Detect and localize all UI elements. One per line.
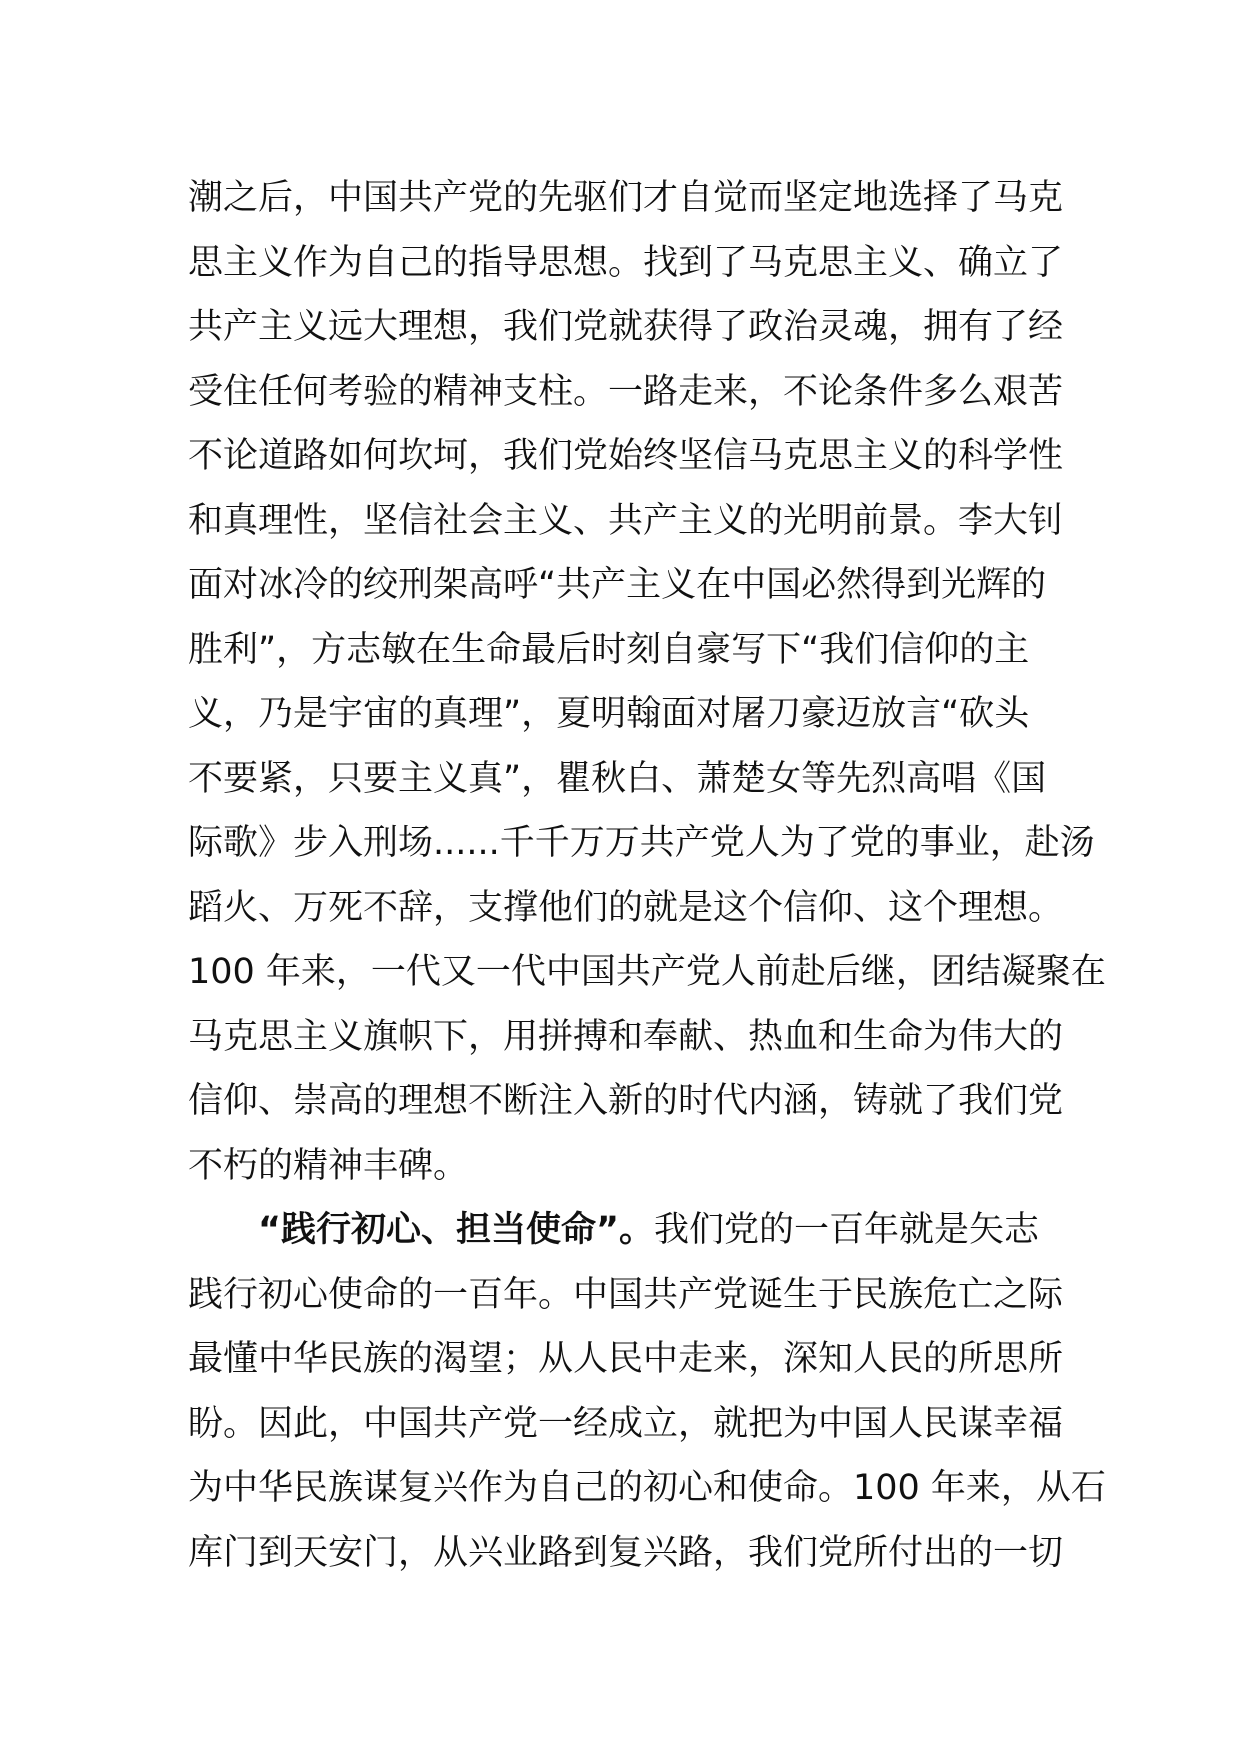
text-line: 共产主义远大理想，我们党就获得了政治灵魂，拥有了经 (188, 307, 1064, 347)
text-line: 库门到天安门，从兴业路到复兴路，我们党所付出的一切 (188, 1532, 1064, 1573)
text-line: 际歌》步入刑场......千千万万共产党人为了党的事业，赴汤 (188, 823, 1095, 863)
text-line: 思主义作为自己的指导思想。找到了马克思主义、确立了 (188, 242, 1064, 283)
text-line: 为中华民族谋复兴作为自己的初心和使命。100 年来，从石 (188, 1468, 1106, 1508)
text-line: 不要紧，只要主义真”，瞿秋白、萧楚女等先烈高唱《国 (188, 758, 1047, 799)
text-line: 不论道路如何坎坷，我们党始终坚信马克思主义的科学性 (188, 436, 1064, 476)
text-line: 受住任何考验的精神支柱。一路走来，不论条件多么艰苦 (188, 371, 1064, 412)
text-line: 不朽的精神丰碑。 (188, 1145, 469, 1186)
text-line: 100 年来，一代又一代中国共产党人前赴后继，团结凝聚在 (188, 952, 1106, 992)
section-heading: “践行初心、担当使命”。 (258, 1210, 655, 1250)
paragraph-2-first-line (188, 1198, 1068, 1263)
text-span: 我们党的一百年就是矢志 (654, 1210, 1040, 1250)
text-line: 盼。因此，中国共产党一经成立，就把为中国人民谋幸福 (188, 1403, 1064, 1444)
text-line: 义，乃是宇宙的真理”，夏明翰面对屠刀豪迈放言“砍头 (188, 694, 1030, 734)
text-line: 胜利”，方志敏在生命最后时刻自豪写下“我们信仰的主 (188, 629, 1030, 670)
text-line: 面对冰冷的绞刑架高呼“共产主义在中国必然得到光辉的 (188, 565, 1047, 605)
body-text (188, 166, 1106, 1585)
text-line: 和真理性，坚信社会主义、共产主义的光明前景。李大钊 (188, 500, 1064, 541)
text-line: 信仰、崇高的理想不断注入新的时代内涵，铸就了我们党 (188, 1081, 1064, 1121)
text-line: 践行初心使命的一百年。中国共产党诞生于民族危亡之际 (188, 1274, 1064, 1315)
text-line: 马克思主义旗帜下，用拼搏和奉献、热血和生命为伟大的 (188, 1016, 1064, 1057)
text-line: 潮之后，中国共产党的先驱们才自觉而坚定地选择了马克 (188, 178, 1064, 218)
text-line: 蹈火、万死不辞，支撑他们的就是这个信仰、这个理想。 (188, 887, 1064, 928)
text-line: 最懂中华民族的渴望；从人民中走来，深知人民的所思所 (188, 1339, 1064, 1379)
